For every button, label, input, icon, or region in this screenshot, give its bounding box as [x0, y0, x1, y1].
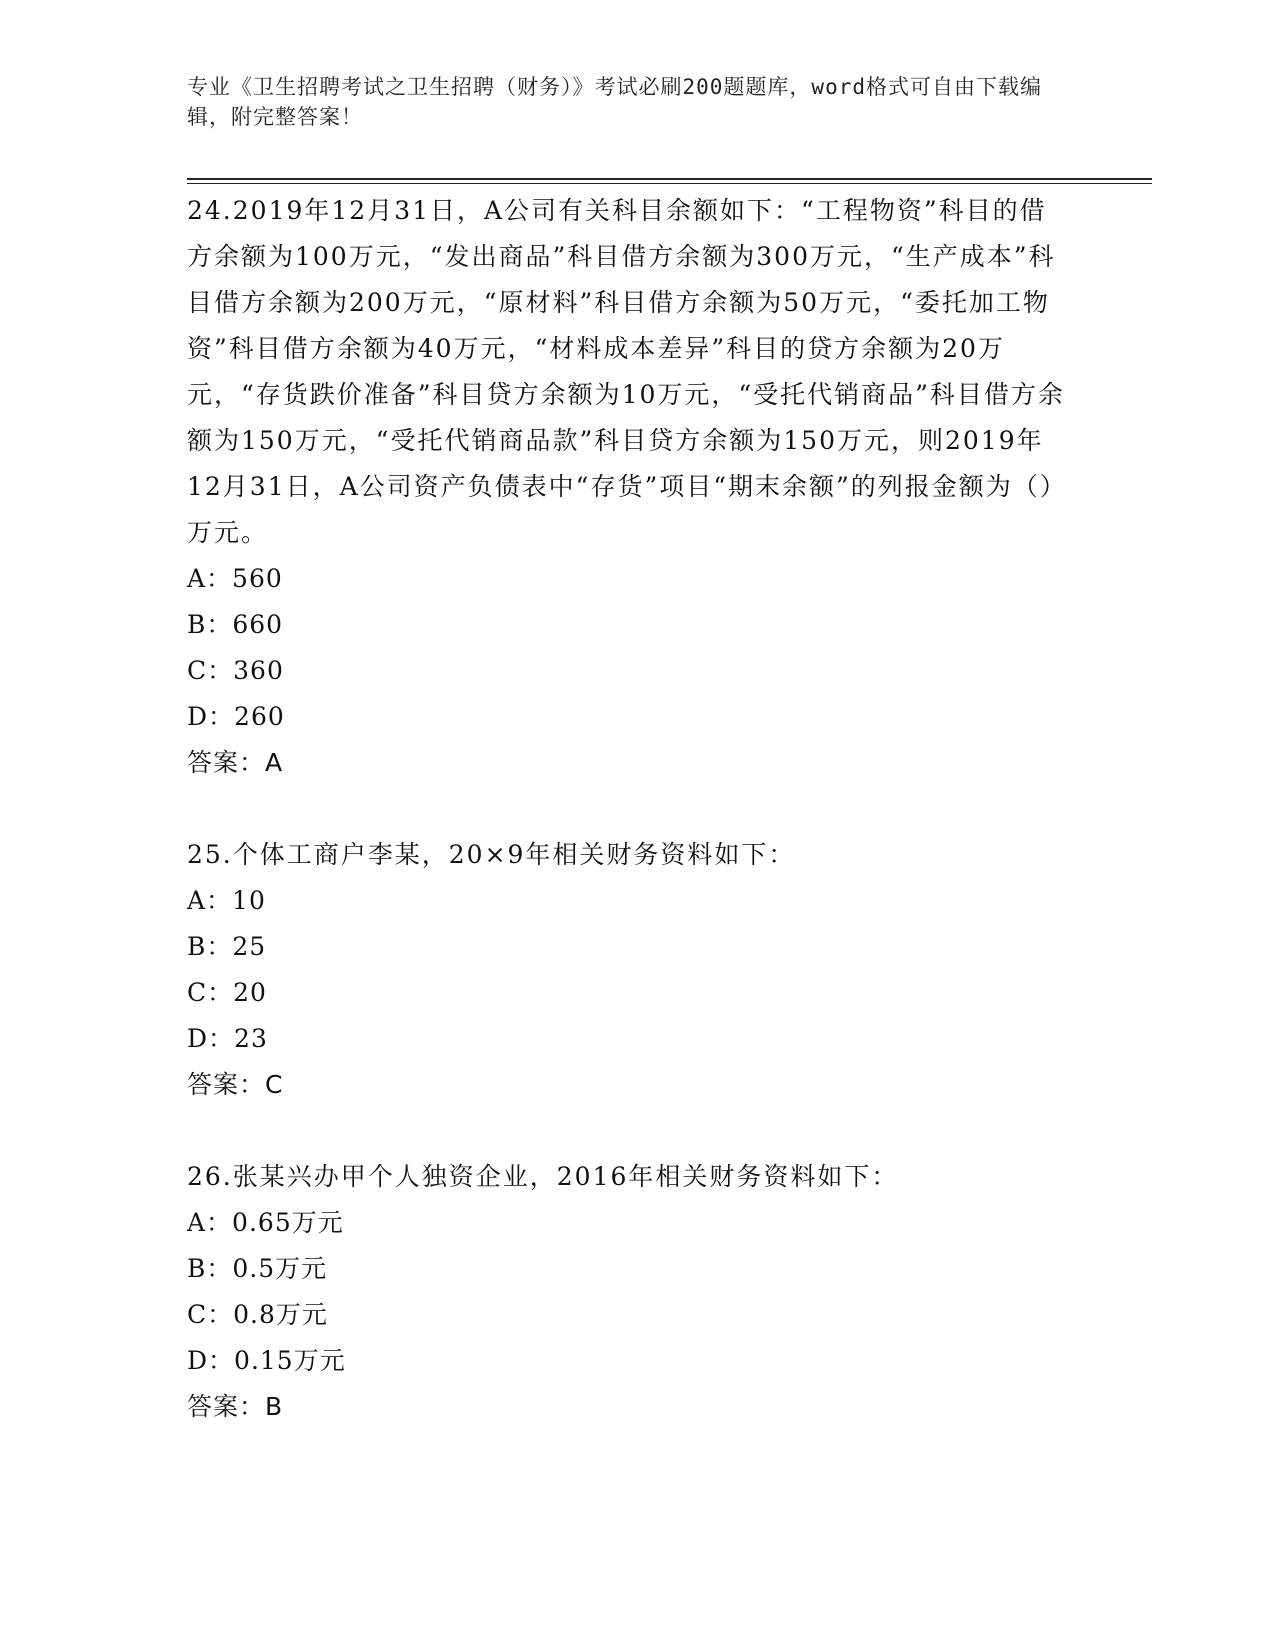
answer: 答案：C	[187, 1070, 284, 1099]
option-a: A：0.65万元	[187, 1208, 344, 1237]
option-d: D：23	[187, 1024, 268, 1053]
question-26	[187, 1154, 1067, 1430]
option-c: C：20	[187, 978, 267, 1007]
option-b: B：0.5万元	[187, 1254, 328, 1283]
option-d: D：260	[187, 702, 285, 731]
option-a: A：560	[187, 564, 283, 593]
spacer	[187, 1108, 1067, 1154]
question-24	[187, 188, 1067, 786]
spacer	[187, 786, 1067, 832]
question-text: 24.2019年12月31日，A公司有关科目余额如下：“工程物资”科目的借方余额为100万元，“发出商品”科目借方余额为300万元，“生产成本”科目借方余额为200万元，“原材料”科目借方余额为50万元，“委托加工物资”科目借方余额为40万元，“材料成本差异”科目的贷方余额为20万元，“存货跌价准备”科目贷方余额为10万元，“受托代销商品”科目借方余额为150万元，“受托代销商品款”科目贷方余额为150万元，则2019年12月31日，A公司资产负债表中“存货”项目“期末余额”的列报金额为（）万元。	[187, 196, 1067, 547]
question-text: 26.张某兴办甲个人独资企业，2016年相关财务资料如下：	[187, 1162, 899, 1191]
option-d: D：0.15万元	[187, 1346, 346, 1375]
option-c: C：360	[187, 656, 284, 685]
answer: 答案：A	[187, 748, 284, 777]
header-divider-thick	[187, 178, 1152, 180]
option-c: C：0.8万元	[187, 1300, 328, 1329]
document-header: 专业《卫生招聘考试之卫生招聘（财务）》考试必刷200题题库，word格式可自由下载编辑，附完整答案！	[187, 75, 1042, 129]
option-b: B：25	[187, 932, 267, 961]
question-list	[187, 188, 1067, 1430]
question-25	[187, 832, 1067, 1108]
option-b: B：660	[187, 610, 284, 639]
question-text: 25.个体工商户李某，20×9年相关财务资料如下：	[187, 840, 796, 869]
option-a: A：10	[187, 886, 266, 915]
header-divider-thin	[187, 183, 1152, 184]
answer: 答案：B	[187, 1392, 284, 1421]
